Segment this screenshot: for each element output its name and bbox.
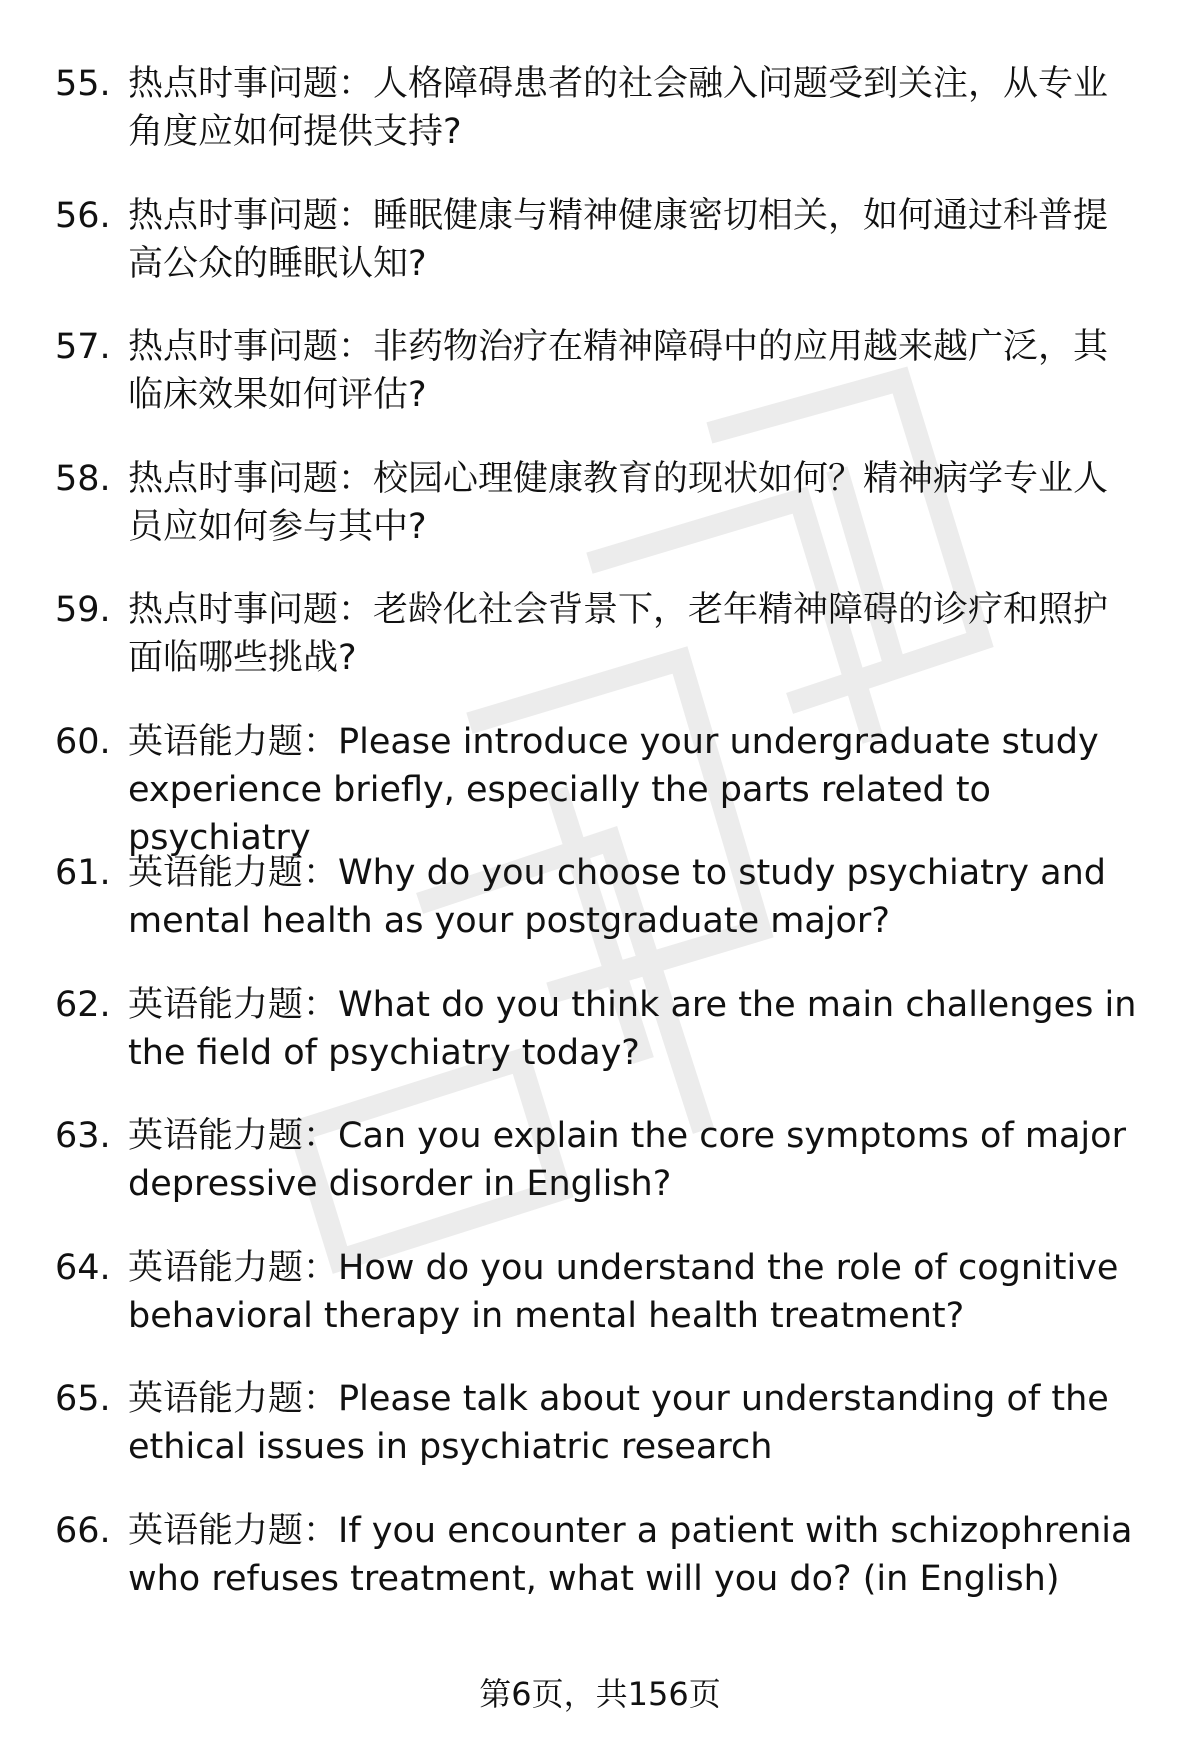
question-text: 英语能力题：Why do you choose to study psychiatry and mental health as your postgraduate major? bbox=[128, 853, 1106, 941]
question-item-60 bbox=[0, 718, 1200, 858]
question-item-55 bbox=[0, 60, 1200, 192]
page-number-label: 第6页，共156页 bbox=[479, 1675, 721, 1713]
question-number: 64. bbox=[55, 1247, 111, 1288]
question-text: 热点时事问题：校园心理健康教育的现状如何？精神病学专业人 员应如何参与其中? bbox=[128, 458, 1109, 547]
question-item-62 bbox=[0, 981, 1200, 1113]
question-item-63 bbox=[0, 1112, 1200, 1244]
question-number: 65. bbox=[55, 1379, 111, 1419]
question-item-59 bbox=[0, 586, 1200, 718]
question-text: 热点时事问题：睡眠健康与精神健康密切相关，如何通过科普提 高公众的睡眠认知? bbox=[128, 195, 1109, 284]
page-footer bbox=[0, 1672, 1200, 1716]
question-text: 英语能力题：Please introduce your undergraduate study experience briefly, especially the parts related to psychiatry bbox=[128, 721, 1099, 858]
question-number: 57. bbox=[55, 327, 111, 367]
question-number: 61. bbox=[55, 853, 111, 893]
question-list bbox=[0, 60, 1200, 1638]
question-item-56 bbox=[0, 192, 1200, 324]
question-number: 60. bbox=[55, 721, 111, 762]
question-text: 英语能力题：Please talk about your understanding of the ethical issues in psychiatric research bbox=[128, 1379, 1109, 1467]
question-item-64 bbox=[0, 1244, 1200, 1376]
question-item-57 bbox=[0, 323, 1200, 455]
question-number: 66. bbox=[55, 1510, 111, 1551]
question-text: 英语能力题：Can you explain the core symptoms of major depressive disorder in English? bbox=[128, 1116, 1126, 1204]
question-number: 55. bbox=[55, 64, 111, 104]
question-item-58 bbox=[0, 455, 1200, 587]
question-text: 英语能力题：How do you understand the role of cognitive behavioral therapy in mental health treatment? bbox=[128, 1247, 1119, 1336]
question-number: 63. bbox=[55, 1116, 111, 1156]
question-text: 热点时事问题：老龄化社会背景下，老年精神障碍的诊疗和照护 面临哪些挑战? bbox=[128, 590, 1109, 678]
question-text: 热点时事问题：非药物治疗在精神障碍中的应用越来越广泛，其 临床效果如何评估? bbox=[128, 327, 1109, 415]
question-number: 62. bbox=[55, 984, 111, 1025]
question-number: 58. bbox=[55, 458, 111, 499]
question-item-61 bbox=[0, 849, 1200, 981]
question-item-65 bbox=[0, 1375, 1200, 1507]
question-text: 热点时事问题：人格障碍患者的社会融入问题受到关注，从专业 角度应如何提供支持? bbox=[128, 64, 1109, 152]
question-number: 56. bbox=[55, 195, 111, 236]
question-text: 英语能力题：What do you think are the main challenges in the field of psychiatry today? bbox=[128, 984, 1137, 1073]
question-item-66 bbox=[0, 1507, 1200, 1639]
question-number: 59. bbox=[55, 590, 111, 630]
question-text: 英语能力题：If you encounter a patient with schizophrenia who refuses treatment, what will you do? (in English) bbox=[128, 1510, 1133, 1599]
